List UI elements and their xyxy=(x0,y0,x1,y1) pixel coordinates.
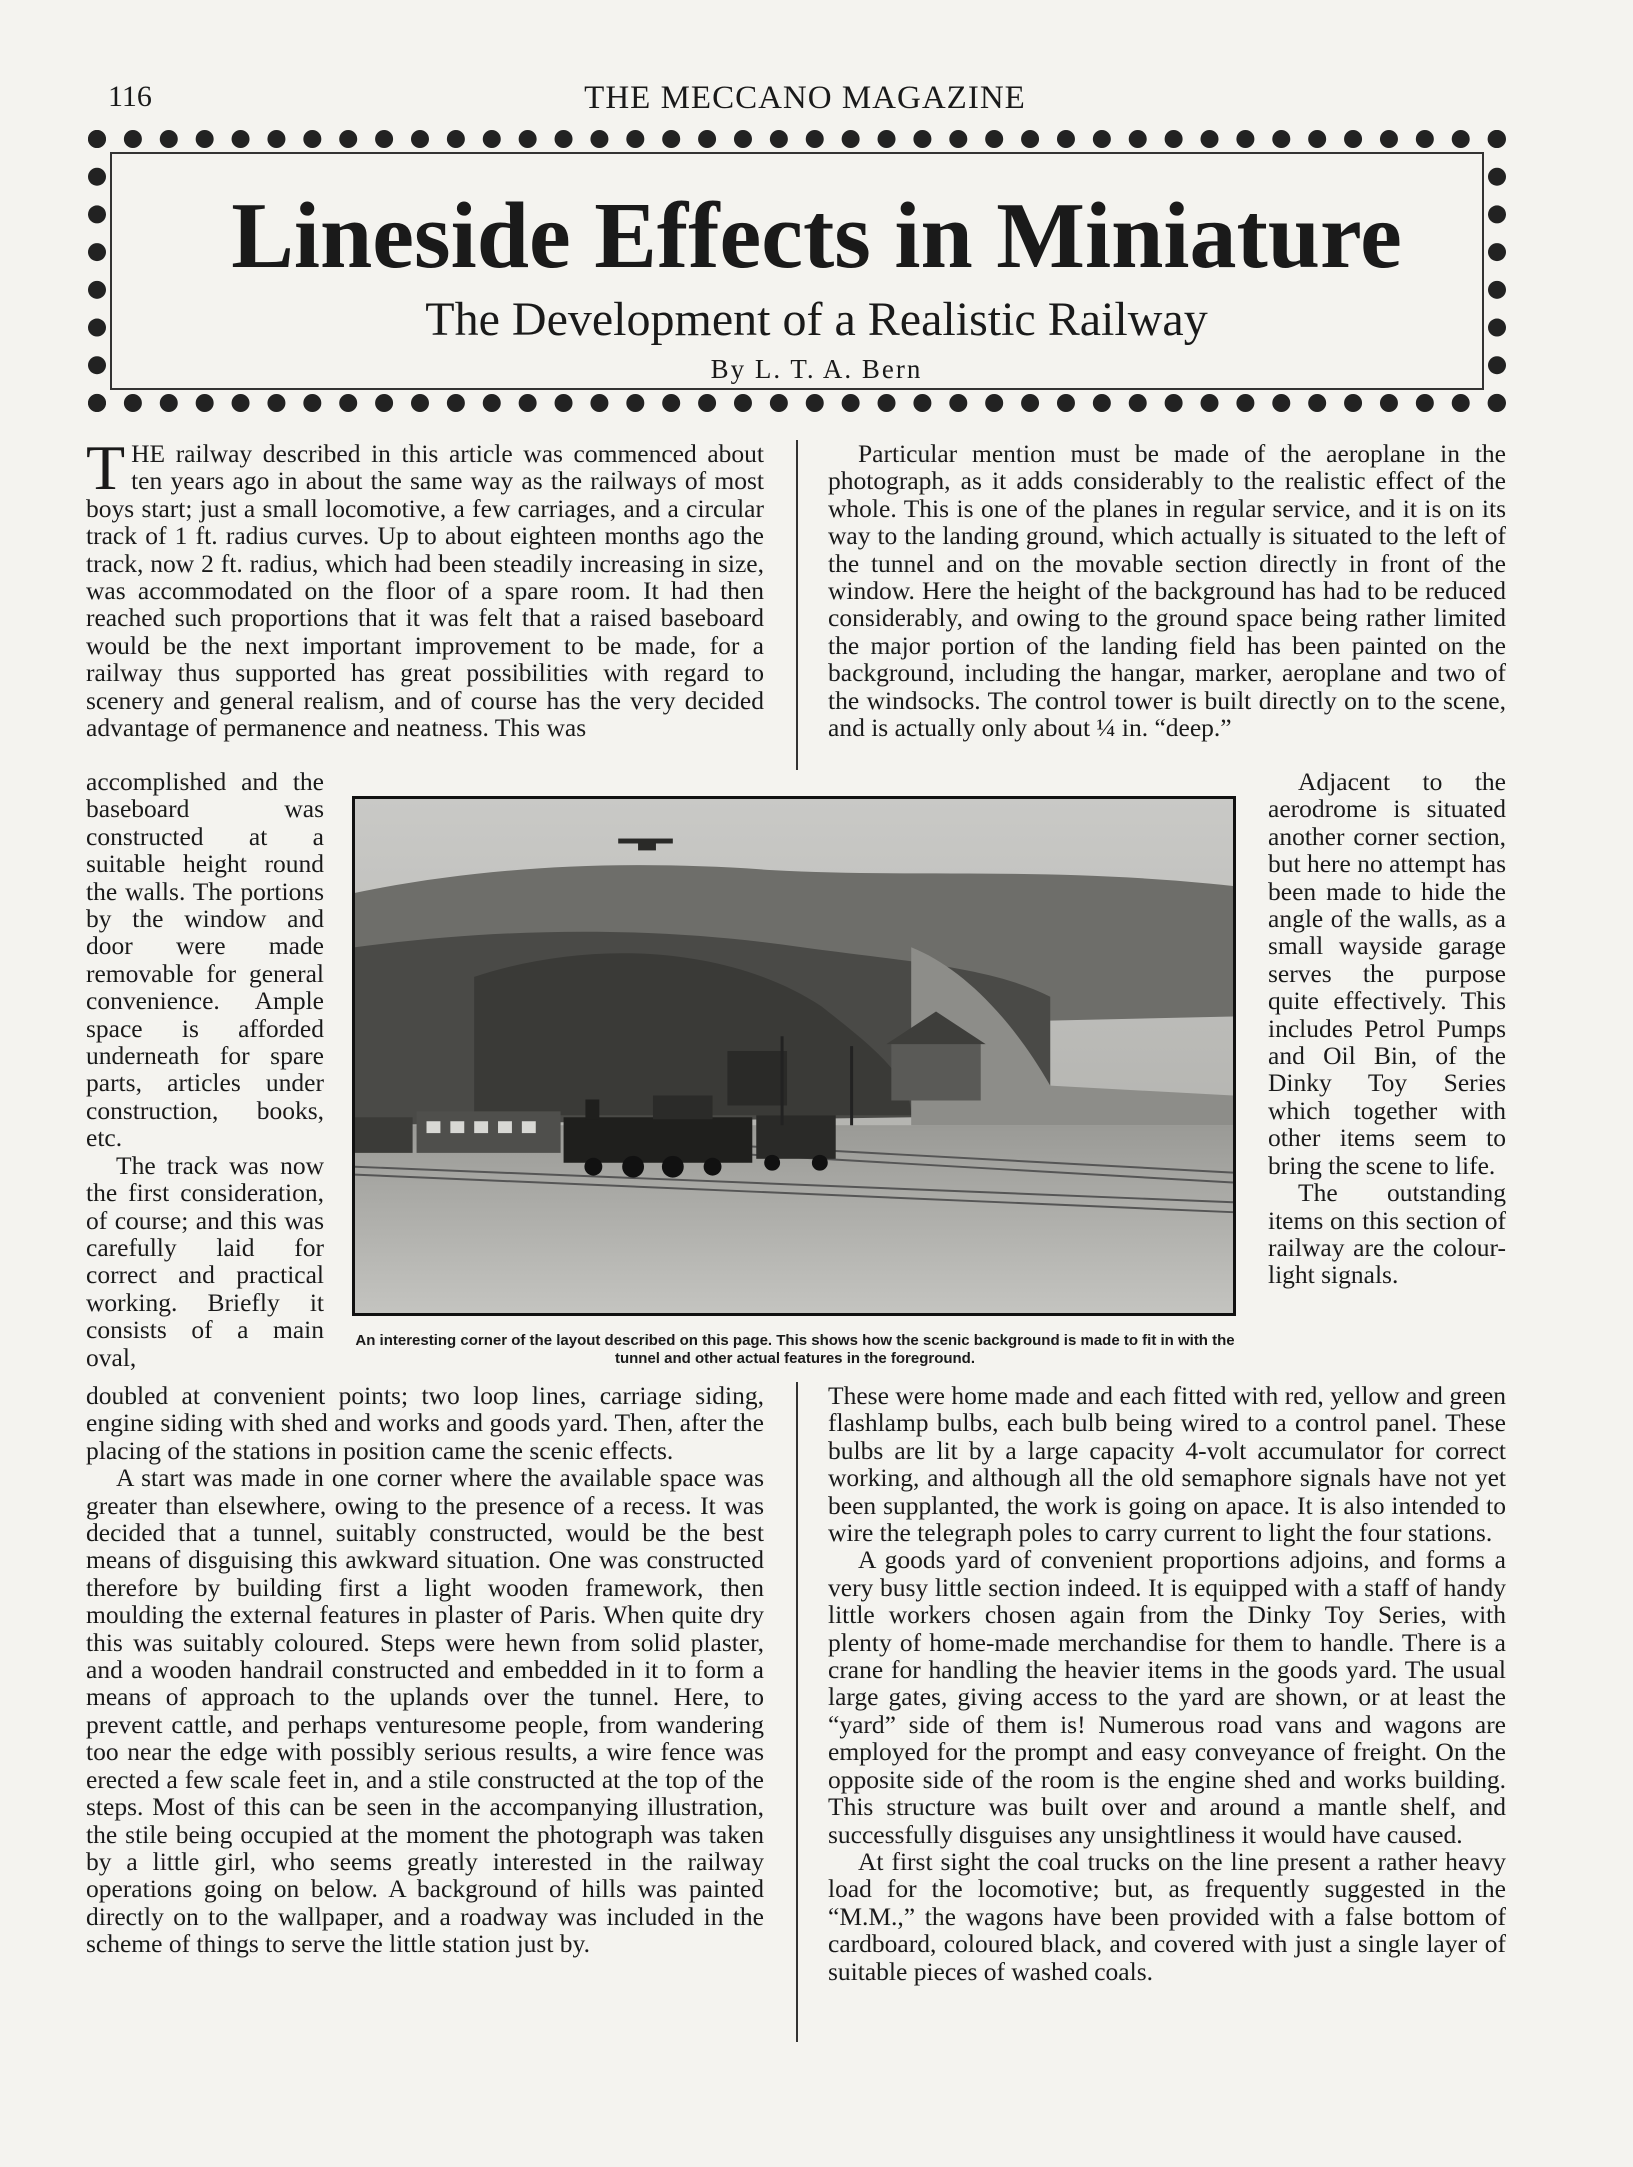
paragraph: accomplished and the baseboard was constructed at a suitable height round the walls. The portions by the window and door were made removable for general convenience. Ample space is afforded underneath for spare parts, articles under construction, books, etc. xyxy=(86,767,324,1153)
paragraph: A goods yard of convenient proportions adjoins, and forms a very busy little section indeed. It is equipped with a staff of handy little workers chosen again from the Dinky Toy Series, with plenty of home-made merchandise for them to handle. There is a crane for handling the heavier items in the goods yard. The usual large gates, giving access to the yard are shown, or at least the “yard” side of them is! Numerous road vans and wagons are employed for the prompt and easy conveyance of freight. On the opposite side of the room is the engine shed and works building. This structure was built over and around a mantle shelf, and successfully disguises any unsightliness it would have caused. xyxy=(828,1545,1506,1849)
paragraph: HE railway described in this article was commenced about ten years ago in about the same way as the railways of most boys start; just a small locomotive, a few carriages, and a circular track of 1 ft. radius curves. Up to about eighteen months ago the track, now 2 ft. radius, which had been steadily increasing in size, was accommodated on the floor of a spare room. It had then reached such proportions that it was felt that a raised baseboard would be the next important improvement to be made, for a railway thus supported has great possibilities with regard to scenery and general realism, and of course has the very decided advantage of permanence and neatness. This was xyxy=(86,439,764,743)
railway-photograph xyxy=(352,796,1236,1316)
page-number: 116 xyxy=(108,80,152,113)
column-rule xyxy=(796,440,798,770)
right-column-top xyxy=(828,440,1506,741)
left-side-column xyxy=(86,768,324,1371)
right-side-column xyxy=(1268,768,1506,1289)
carriages xyxy=(355,1111,561,1153)
station-building xyxy=(891,1041,980,1100)
paragraph: Adjacent to the aerodrome is situated another corner section, but here no attempt has been made to hide the angle of the walls, as a small wayside garage serves the purpose quite effectively. This includes Petrol Pumps and Oil Bin, of the Dinky Toy Series which together with other items seem to bring the scene to life. xyxy=(1268,767,1506,1180)
left-column-top xyxy=(86,432,764,743)
article-title: Lineside Effects in Miniature xyxy=(231,184,1402,288)
signal-box xyxy=(727,1051,787,1105)
paragraph: At first sight the coal trucks on the line present a rather heavy load for the locomotive; but, as frequently suggested in the “M.M.,” the wagons have been provided with a false bottom of cardboard, coloured black, and covered with just a single layer of suitable pieces of washed coals. xyxy=(828,1846,1506,1986)
paragraph: These were home made and each fitted with red, yellow and green flashlamp bulbs, each bulb being wired to a control panel. These bulbs are lit by a large capacity 4-volt accumulator for correct working, and although all the old semaphore signals have not yet been supplanted, the work is going on apace. It is also intended to wire the telegraph poles to carry current to light the four stations. xyxy=(828,1381,1506,1548)
column-rule xyxy=(796,1382,798,2042)
paragraph: The outstanding items on this section of railway are the colour-light signals. xyxy=(1268,1178,1506,1290)
running-head: THE MECCANO MAGAZINE xyxy=(584,80,1026,116)
byline: By L. T. A. Bern xyxy=(710,354,923,384)
article-subtitle: The Development of a Realistic Railway xyxy=(425,293,1208,346)
photo-caption: An interesting corner of the layout described on this page. This shows how the scenic background is made to fit in with the tunnel and other actual features in the foreground. xyxy=(355,1332,1235,1367)
drop-cap: T xyxy=(86,432,126,503)
photo-illustration xyxy=(355,799,1233,1313)
paragraph: A start was made in one corner where the available space was greater than elsewhere, owing to the presence of a recess. It was decided that a tunnel, suitably constructed, would be the best means of disguising this awkward situation. One was constructed therefore by building first a light wooden framework, then moulding the external features in plaster of Paris. When quite dry this was suitably coloured. Steps were hewn from solid plaster, and a wooden handrail constructed and embedded in it to form a means of approach to the uplands over the tunnel. Here, to prevent cattle, and perhaps venturesome people, from wandering too near the edge with possibly serious results, a wire fence was erected a few scale feet in, and a stile constructed at the top of the steps. Most of this can be seen in the accompanying illustration, the stile being occupied at the moment the photograph was taken by a little girl, who seems greatly interested in the railway operations going on below. A background of hills was painted directly on to the wallpaper, and a roadway was included in the scheme of things to serve the little station just by. xyxy=(86,1463,764,1959)
paragraph: Particular mention must be made of the aeroplane in the photograph, as it adds considerably to the realistic effect of the whole. This is one of the planes in regular service, and it is on its way to the landing ground, which actually is situated to the left of the tunnel and on the movable section directly in front of the window. Here the height of the background has had to be reduced considerably, and owing to the ground space being rather limited the major portion of the landing field has been painted on the background, including the hangar, marker, aeroplane and two of the windsocks. The control tower is built directly on to the scene, and is actually only about ¼ in. “deep.” xyxy=(828,439,1506,743)
paragraph: The track was now the first consideration, of course; and this was carefully laid for correct and practical working. Briefly it consists of a main oval, xyxy=(86,1150,324,1372)
right-column-bottom xyxy=(828,1382,1506,1985)
left-column-bottom xyxy=(86,1382,764,1958)
paragraph: doubled at convenient points; two loop lines, carriage siding, engine siding with shed and works and goods yard. Then, after the placing of the stations in position came the scenic effects. xyxy=(86,1381,764,1465)
